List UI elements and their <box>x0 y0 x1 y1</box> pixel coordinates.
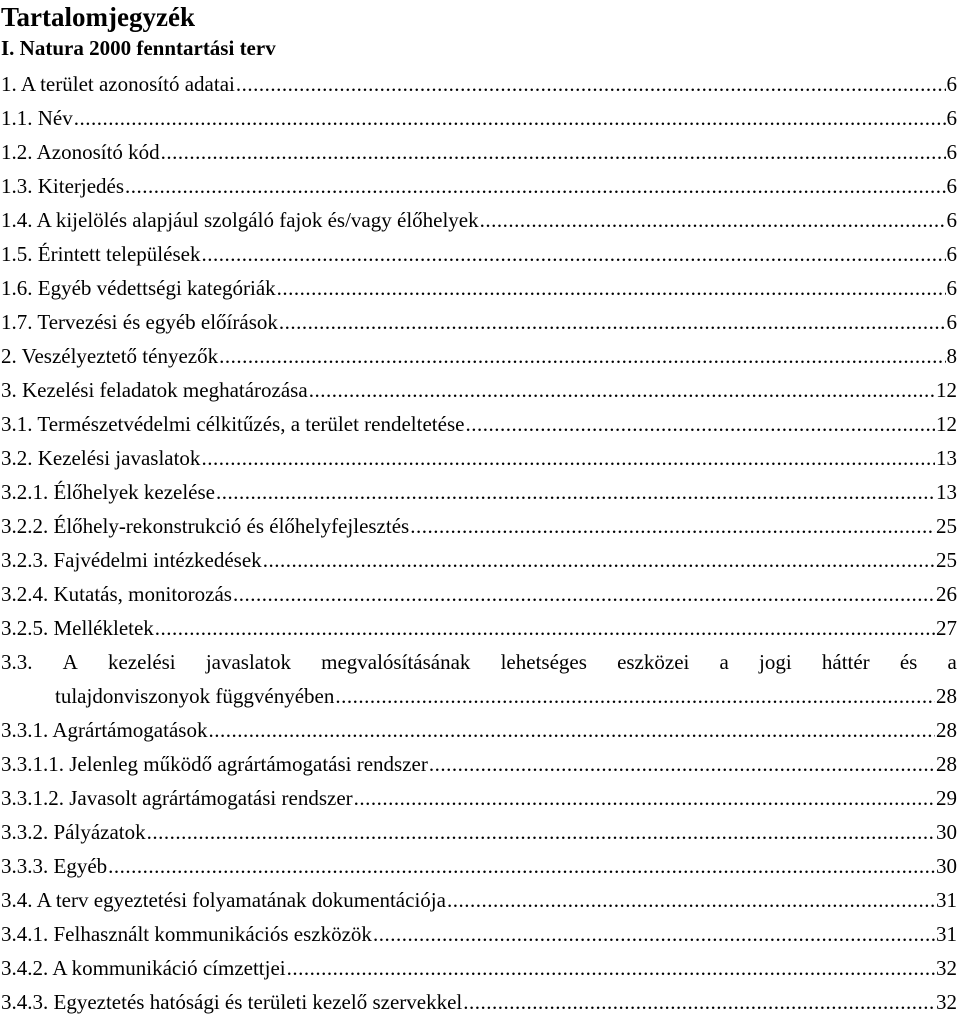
toc-entry-page: 8 <box>946 344 957 368</box>
toc-entry-page: 6 <box>946 174 957 198</box>
toc-entry-page: 25 <box>936 514 957 538</box>
dot-leader <box>233 577 935 611</box>
toc-entry-page: 6 <box>946 276 957 300</box>
dot-leader <box>236 67 946 101</box>
dot-leader <box>263 543 935 577</box>
toc-entry[interactable] <box>1 849 957 883</box>
dot-leader <box>147 815 935 849</box>
dot-leader <box>216 475 935 509</box>
toc-entry[interactable] <box>1 101 957 135</box>
toc-entry-page: 25 <box>936 548 957 572</box>
toc-entry-word: megvalósításának <box>321 650 471 674</box>
toc-entry-page: 6 <box>946 140 957 164</box>
toc-entry-label: tulajdonviszonyok függvényében <box>55 684 335 708</box>
dot-leader <box>373 917 935 951</box>
toc-entry[interactable] <box>1 67 957 101</box>
part-heading[interactable]: I. Natura 2000 fenntartási terv <box>1 36 276 60</box>
toc-entry-page: 28 <box>936 718 957 742</box>
toc-entry-page: 6 <box>946 106 957 130</box>
toc-entry-label: 3.4.1. Felhasznált kommunikációs eszközök <box>1 922 372 946</box>
dot-leader <box>463 985 935 1019</box>
toc-entry-label: 3.4. A terv egyeztetési folyamatának dokumentációja <box>1 888 446 912</box>
toc-entry[interactable] <box>1 441 957 475</box>
toc-entry[interactable] <box>1 203 957 237</box>
dot-leader <box>354 781 935 815</box>
toc-entry-label: 3.2.4. Kutatás, monitorozás <box>1 582 232 606</box>
toc-entry-label: 1. A terület azonosító adatai <box>1 72 235 96</box>
dot-leader <box>155 611 935 645</box>
toc-entry[interactable] <box>1 781 957 815</box>
toc-entry-line1 <box>1 645 957 679</box>
toc-entry-label: 3.4.3. Egyeztetés hatósági és területi kezelő szervekkel <box>1 990 463 1014</box>
toc-entry-page: 30 <box>936 854 957 878</box>
toc-entry[interactable] <box>1 577 957 611</box>
toc-entry-label: 3.3.1.2. Javasolt agrártámogatási rendszer <box>1 786 353 810</box>
dot-leader <box>108 849 935 883</box>
toc-entry[interactable] <box>1 611 957 645</box>
toc-entry-word: és <box>899 650 918 674</box>
toc-entry-page: 32 <box>936 990 957 1014</box>
dot-leader <box>125 169 945 203</box>
toc-entry-label: 1.6. Egyéb védettségi kategóriák <box>1 276 276 300</box>
toc-entry[interactable] <box>1 271 957 305</box>
toc-entry-label: 3.3.1. Agrártámogatások <box>1 718 208 742</box>
toc-entry-label: 3.2.3. Fajvédelmi intézkedések <box>1 548 262 572</box>
toc-entry[interactable] <box>1 985 957 1019</box>
toc-entry-word: háttér <box>821 650 870 674</box>
toc-entry-page: 6 <box>946 208 957 232</box>
toc-entry-page: 31 <box>936 888 957 912</box>
toc-entry-label: 3.2. Kezelési javaslatok <box>1 446 201 470</box>
toc-entries-after <box>1 713 957 1019</box>
toc-entry[interactable] <box>1 305 957 339</box>
dot-leader <box>279 305 946 339</box>
toc-entry[interactable] <box>1 373 957 407</box>
toc-entry[interactable] <box>1 747 957 781</box>
toc-entry-label: 3.3.1.1. Jelenleg működő agrártámogatási rendszer <box>1 752 428 776</box>
toc-entry-word: A <box>62 650 78 674</box>
dot-leader <box>208 713 935 747</box>
dot-leader <box>447 883 935 917</box>
dot-leader <box>201 441 935 475</box>
toc-entry-line2 <box>1 679 957 713</box>
dot-leader <box>465 407 935 441</box>
toc-entry-page: 12 <box>936 378 957 402</box>
toc-entry-page: 28 <box>936 752 957 776</box>
toc-title: Tartalomjegyzék <box>1 2 195 32</box>
toc-entry-label: 1.4. A kijelölés alapjául szolgáló fajok és/vagy élőhelyek <box>1 208 479 232</box>
toc-entry-label: 1.5. Érintett települések <box>1 242 201 266</box>
toc-entry-page: 13 <box>936 480 957 504</box>
toc-entries <box>1 67 957 645</box>
toc-entry-label: 3.1. Természetvédelmi célkitűzés, a terület rendeltetése <box>1 412 465 436</box>
toc-entry[interactable] <box>1 543 957 577</box>
toc-entry-page: 13 <box>936 446 957 470</box>
toc-entry-page: 31 <box>936 922 957 946</box>
dot-leader <box>74 101 946 135</box>
toc-entry-page: 6 <box>946 242 957 266</box>
toc-entry-3-3[interactable] <box>1 645 957 713</box>
dot-leader <box>277 271 946 305</box>
toc-entry[interactable] <box>1 407 957 441</box>
toc-entry[interactable] <box>1 509 957 543</box>
toc-entry-word: 3.3. <box>1 650 33 674</box>
toc-entry-label: 2. Veszélyeztető tényezők <box>1 344 219 368</box>
dot-leader <box>309 373 935 407</box>
toc-entry[interactable] <box>1 475 957 509</box>
toc-entry-page: 6 <box>946 310 957 334</box>
toc-entry-page: 32 <box>936 956 957 980</box>
toc-entry-page: 6 <box>946 72 957 96</box>
dot-leader <box>335 679 935 713</box>
toc-entry-label: 1.3. Kiterjedés <box>1 174 125 198</box>
toc-entry[interactable] <box>1 237 957 271</box>
dot-leader <box>287 951 935 985</box>
toc-entry[interactable] <box>1 713 957 747</box>
toc-entry-page: 26 <box>936 582 957 606</box>
dot-leader <box>201 237 945 271</box>
toc-entry[interactable] <box>1 951 957 985</box>
toc-entry-label: 3.3.2. Pályázatok <box>1 820 146 844</box>
toc-entry[interactable] <box>1 169 957 203</box>
toc-entry-word: a <box>719 650 729 674</box>
dot-leader <box>429 747 935 781</box>
dot-leader <box>410 509 935 543</box>
toc-entry-label: 3.2.1. Élőhelyek kezelése <box>1 480 215 504</box>
toc-entry[interactable] <box>1 339 957 373</box>
toc-entry[interactable] <box>1 917 957 951</box>
dot-leader <box>480 203 946 237</box>
toc-entry-label: 3. Kezelési feladatok meghatározása <box>1 378 308 402</box>
toc-entry-page: 12 <box>936 412 957 436</box>
toc-entry[interactable] <box>1 883 957 917</box>
toc-entry-label: 1.2. Azonosító kód <box>1 140 160 164</box>
toc-entry-label: 3.4.2. A kommunikáció címzettjei <box>1 956 286 980</box>
toc-entry[interactable] <box>1 135 957 169</box>
toc-entry-page: 30 <box>936 820 957 844</box>
toc-entry-page: 29 <box>936 786 957 810</box>
toc-entry-label: 1.1. Név <box>1 106 73 130</box>
toc-entry-word: lehetséges <box>500 650 587 674</box>
toc-entry-label: 3.3.3. Egyéb <box>1 854 108 878</box>
dot-leader <box>219 339 945 373</box>
toc-entry-page: 27 <box>936 616 957 640</box>
toc-entry-word: javaslatok <box>205 650 291 674</box>
toc-entry-word: kezelési <box>108 650 176 674</box>
toc-entry-word: a <box>947 650 957 674</box>
toc-entry-page: 28 <box>936 684 957 708</box>
toc-entry-label: 3.2.2. Élőhely-rekonstrukció és élőhelyfejlesztés <box>1 514 410 538</box>
toc-entry-label: 1.7. Tervezési és egyéb előírások <box>1 310 278 334</box>
toc-entry-word: eszközei <box>617 650 690 674</box>
toc-entry[interactable] <box>1 815 957 849</box>
toc-entry-word: jogi <box>759 650 792 674</box>
dot-leader <box>161 135 946 169</box>
toc-entry-label: 3.2.5. Mellékletek <box>1 616 154 640</box>
